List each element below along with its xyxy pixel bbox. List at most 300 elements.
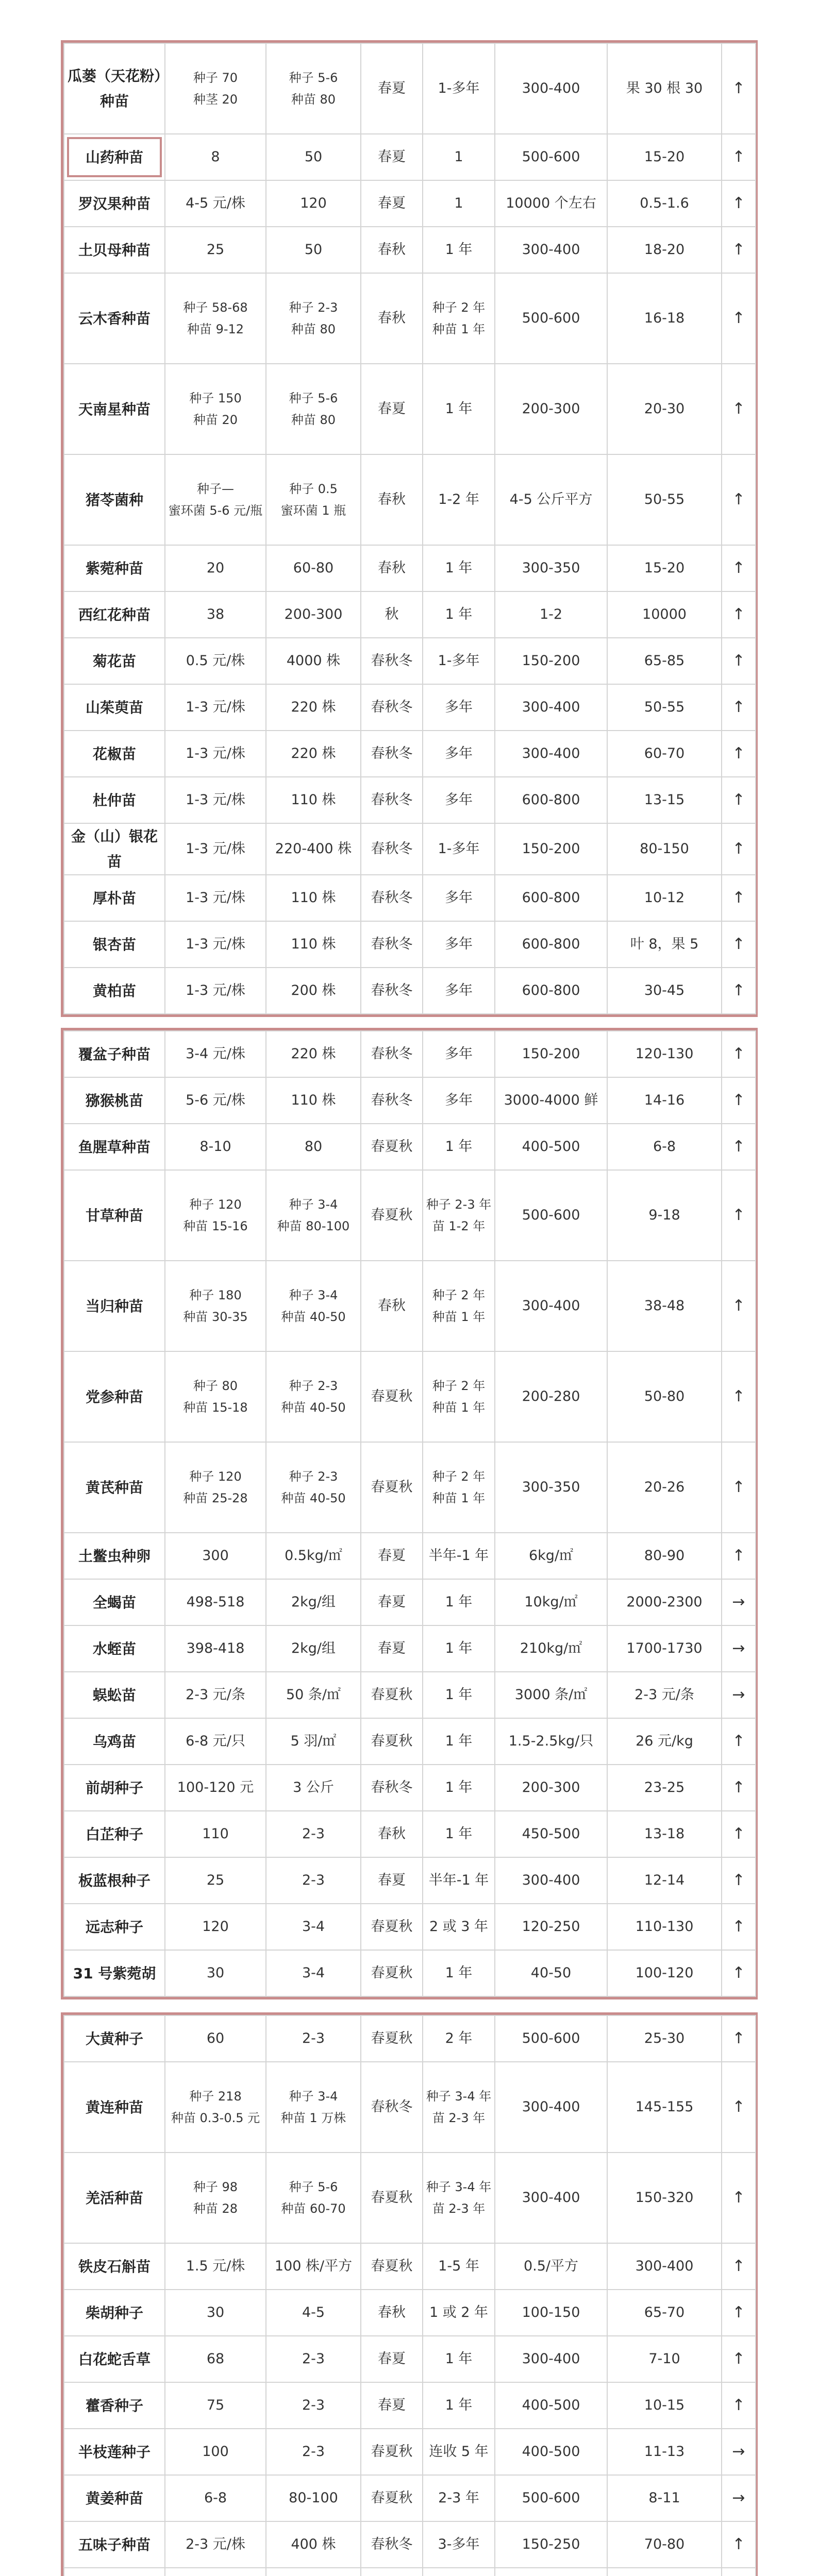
market-price-cell: 10-15	[607, 2382, 722, 2429]
seed-name-cell: 黄柏苗	[64, 968, 165, 1014]
yield-cell: 300-400	[495, 2336, 607, 2382]
table-row	[64, 921, 756, 968]
yield-cell: 10000 个左右	[495, 180, 607, 227]
season-cell: 秋	[361, 591, 423, 638]
market-price-cell: 12-14	[607, 1857, 722, 1904]
yield-cell: 300-400	[495, 227, 607, 273]
growth-period-cell: 多年	[423, 777, 495, 823]
seed-price-cell	[165, 1170, 266, 1261]
trend-arrow-icon: ↑	[722, 777, 756, 823]
seed-quantity-cell	[266, 454, 361, 545]
market-price-cell: 2000-2300	[607, 1579, 722, 1625]
trend-arrow-icon: ↑	[722, 638, 756, 684]
seed-quantity-cell: 50 条/㎡	[266, 1672, 361, 1718]
seed-price-cell: 1-3 元/株	[165, 968, 266, 1014]
seed-quantity-cell	[266, 2062, 361, 2153]
seed-price-cell	[165, 2153, 266, 2243]
growth-period-cell: 1 年	[423, 1579, 495, 1625]
table-row	[64, 273, 756, 364]
market-price-cell	[607, 2568, 722, 2576]
growth-period-cell: 多年	[423, 684, 495, 731]
seed-quantity-line: 种子 5-6	[289, 391, 338, 405]
table-row	[64, 454, 756, 545]
yield-cell: 10kg/㎡	[495, 1579, 607, 1625]
seed-price-line: 种子 150	[189, 391, 242, 405]
growth-period-line: 种苗 1 年	[432, 1491, 486, 1505]
market-price-cell: 2-3 元/条	[607, 1672, 722, 1718]
seed-price-cell: 20	[165, 545, 266, 591]
seed-quantity-cell	[266, 43, 361, 134]
seed-name-cell: 柴胡种子	[64, 2290, 165, 2336]
seed-name-cell	[64, 2568, 165, 2576]
trend-arrow-icon: ↑	[722, 454, 756, 545]
season-cell: 春夏	[361, 180, 423, 227]
market-price-cell: 150-320	[607, 2153, 722, 2243]
season-cell: 春秋	[361, 2290, 423, 2336]
seed-quantity-line: 种子 5-6	[289, 71, 338, 85]
trend-arrow-icon: ↑	[722, 731, 756, 777]
seed-price-cell: 6-8 元/只	[165, 1718, 266, 1765]
trend-arrow-icon: ↑	[722, 2521, 756, 2568]
growth-period-cell: 1 年	[423, 1811, 495, 1857]
seed-name-cell: 土鳖虫种卵	[64, 1533, 165, 1579]
seed-name-cell: 猕猴桃苗	[64, 1077, 165, 1124]
growth-period-cell: 1 年	[423, 1672, 495, 1718]
growth-period-cell: 1	[423, 134, 495, 180]
table-row	[64, 591, 756, 638]
table-row	[64, 731, 756, 777]
table-row	[64, 134, 756, 180]
seed-price-line: 种苗 9-12	[187, 322, 244, 336]
seed-price-cell: 30	[165, 2290, 266, 2336]
yield-cell: 600-800	[495, 875, 607, 921]
seed-name-cell: 瓜蒌（天花粉）种苗	[64, 43, 165, 134]
seed-price-line: 种苗 28	[193, 2201, 238, 2216]
yield-cell: 150-200	[495, 1031, 607, 1077]
yield-cell: 200-280	[495, 1351, 607, 1442]
season-cell: 春秋冬	[361, 684, 423, 731]
yield-cell: 500-600	[495, 273, 607, 364]
season-cell: 春夏秋	[361, 2475, 423, 2521]
seed-name-cell: 半枝莲种子	[64, 2429, 165, 2475]
market-price-cell: 叶 8，果 5	[607, 921, 722, 968]
growth-period-cell: 2-3 年	[423, 2475, 495, 2521]
season-cell: 春夏秋	[361, 1950, 423, 1996]
market-price-cell: 10000	[607, 591, 722, 638]
growth-period-line: 种苗 1 年	[432, 1310, 486, 1324]
growth-period-cell: 1 年	[423, 227, 495, 273]
growth-period-cell	[423, 1442, 495, 1533]
growth-period-cell: 1 年	[423, 1765, 495, 1811]
yield-cell: 500-600	[495, 1170, 607, 1261]
seed-quantity-cell: 110 株	[266, 777, 361, 823]
growth-period-cell: 多年	[423, 968, 495, 1014]
seed-quantity-cell: 2-3	[266, 2015, 361, 2062]
seed-quantity-cell	[266, 1351, 361, 1442]
trend-arrow-icon: ↑	[722, 1533, 756, 1579]
growth-period-cell: 1-多年	[423, 823, 495, 875]
market-price-cell: 15-20	[607, 134, 722, 180]
seed-price-line: 种苗 15-16	[183, 1219, 248, 1233]
table-row	[64, 968, 756, 1014]
yield-cell	[495, 2568, 607, 2576]
seed-quantity-line: 种子 5-6	[289, 2180, 338, 2194]
season-cell: 春秋冬	[361, 2062, 423, 2153]
market-price-cell: 18-20	[607, 227, 722, 273]
growth-period-cell: 1 年	[423, 1718, 495, 1765]
trend-arrow-icon: ↑	[722, 134, 756, 180]
seed-quantity-cell: 220 株	[266, 684, 361, 731]
market-price-cell: 14-16	[607, 1077, 722, 1124]
seed-price-cell: 100	[165, 2429, 266, 2475]
yield-cell: 210kg/㎡	[495, 1625, 607, 1672]
seed-quantity-line: 种苗 1 万株	[280, 2111, 346, 2125]
table-row	[64, 2336, 756, 2382]
growth-period-cell	[423, 2062, 495, 2153]
season-cell: 春夏秋	[361, 1718, 423, 1765]
seed-price-line: 种苗 30-35	[183, 1310, 248, 1324]
yield-cell: 500-600	[495, 2015, 607, 2062]
table-row	[64, 2062, 756, 2153]
seed-quantity-cell	[266, 1261, 361, 1351]
table-row	[64, 2290, 756, 2336]
table-row	[64, 684, 756, 731]
seed-price-line: 种子 180	[189, 1288, 242, 1302]
market-price-cell: 16-18	[607, 273, 722, 364]
seed-price-cell	[165, 364, 266, 454]
growth-period-cell	[423, 1261, 495, 1351]
yield-cell: 400-500	[495, 2429, 607, 2475]
trend-arrow-icon: ↑	[722, 2153, 756, 2243]
yield-cell: 300-350	[495, 1442, 607, 1533]
seed-quantity-line: 种苗 80	[291, 322, 336, 336]
seed-quantity-cell: 2-3	[266, 1811, 361, 1857]
seed-quantity-cell: 2-3	[266, 2382, 361, 2429]
trend-arrow-icon: ↑	[722, 1031, 756, 1077]
yield-cell: 500-600	[495, 134, 607, 180]
growth-period-cell: 1 年	[423, 1124, 495, 1170]
seed-name-cell: 当归种苗	[64, 1261, 165, 1351]
trend-arrow-icon: ↑	[722, 1904, 756, 1950]
market-price-cell: 30-45	[607, 968, 722, 1014]
growth-period-line: 苗 2-3 年	[432, 2111, 486, 2125]
yield-cell: 120-250	[495, 1904, 607, 1950]
table-row	[64, 777, 756, 823]
table-row	[64, 1718, 756, 1765]
seed-price-line: 种茎 20	[193, 92, 238, 107]
trend-arrow-icon: ↑	[722, 2336, 756, 2382]
seed-quantity-line: 种苗 80-100	[277, 1219, 350, 1233]
seed-quantity-cell: 220 株	[266, 731, 361, 777]
seed-price-cell: 1-3 元/株	[165, 823, 266, 875]
season-cell: 春夏	[361, 1579, 423, 1625]
seed-name-cell: 远志种子	[64, 1904, 165, 1950]
seed-name-cell: 猪苓菌种	[64, 454, 165, 545]
growth-period-cell: 多年	[423, 1031, 495, 1077]
season-cell: 春夏	[361, 364, 423, 454]
seed-price-line: 种苗 25-28	[183, 1491, 248, 1505]
yield-cell: 150-250	[495, 2521, 607, 2568]
table-row	[64, 545, 756, 591]
market-price-cell: 10-12	[607, 875, 722, 921]
table-row	[64, 1672, 756, 1718]
market-price-cell: 300-400	[607, 2243, 722, 2290]
seed-quantity-cell: 200 株	[266, 968, 361, 1014]
seed-quantity-cell: 3-4	[266, 1950, 361, 1996]
seed-price-line: 种子 58-68	[183, 300, 248, 315]
seed-quantity-cell: 400 株	[266, 2521, 361, 2568]
seed-price-cell: 3-4 元/株	[165, 1031, 266, 1077]
season-cell: 春秋冬	[361, 638, 423, 684]
seed-quantity-cell: 110 株	[266, 921, 361, 968]
price-table-1	[61, 40, 758, 1017]
market-price-cell: 50-80	[607, 1351, 722, 1442]
seed-price-cell: 1-3 元/株	[165, 777, 266, 823]
trend-arrow-icon: ↑	[722, 2290, 756, 2336]
market-price-cell: 120-130	[607, 1031, 722, 1077]
seed-price-cell: 1-3 元/株	[165, 684, 266, 731]
seed-quantity-line: 种苗 40-50	[281, 1400, 346, 1415]
trend-arrow-icon: ↑	[722, 2243, 756, 2290]
seed-quantity-line: 种子 3-4	[289, 1288, 338, 1302]
growth-period-cell: 多年	[423, 875, 495, 921]
trend-arrow-icon: ↑	[722, 1718, 756, 1765]
growth-period-line: 种子 2-3 年	[426, 1197, 492, 1212]
season-cell: 春秋	[361, 273, 423, 364]
yield-cell: 100-150	[495, 2290, 607, 2336]
seed-price-cell: 1-3 元/株	[165, 731, 266, 777]
seed-name-cell: 藿香种子	[64, 2382, 165, 2429]
growth-period-cell: 1-2 年	[423, 454, 495, 545]
market-price-cell: 80-90	[607, 1533, 722, 1579]
seed-quantity-line: 种子 3-4	[289, 2089, 338, 2104]
yield-cell: 300-400	[495, 684, 607, 731]
seed-name-cell: 紫菀种苗	[64, 545, 165, 591]
season-cell	[361, 2568, 423, 2576]
seed-price-cell: 30	[165, 1950, 266, 1996]
table-row	[64, 1950, 756, 1996]
seed-name-cell: 全蝎苗	[64, 1579, 165, 1625]
yield-cell: 150-200	[495, 638, 607, 684]
growth-period-cell: 1-5 年	[423, 2243, 495, 2290]
yield-cell: 4-5 公斤平方	[495, 454, 607, 545]
season-cell: 春夏秋	[361, 1672, 423, 1718]
seed-name-cell: 金（山）银花苗	[64, 823, 165, 875]
seed-quantity-line: 种苗 80	[291, 92, 336, 107]
price-table	[63, 2015, 756, 2576]
seed-quantity-cell: 3 公斤	[266, 1765, 361, 1811]
seed-price-cell: 498-518	[165, 1579, 266, 1625]
market-price-cell: 8-11	[607, 2475, 722, 2521]
seed-name-cell: 白芷种子	[64, 1811, 165, 1857]
seed-quantity-cell: 100 株/平方	[266, 2243, 361, 2290]
market-price-cell: 50-55	[607, 454, 722, 545]
seed-price-cell: 60	[165, 2015, 266, 2062]
growth-period-cell	[423, 2153, 495, 2243]
seed-quantity-cell: 4-5	[266, 2290, 361, 2336]
seed-price-cell: 68	[165, 2336, 266, 2382]
seed-quantity-cell: 120	[266, 180, 361, 227]
seed-quantity-cell	[266, 2153, 361, 2243]
trend-arrow-icon: ↑	[722, 1124, 756, 1170]
trend-arrow-icon: ↑	[722, 1261, 756, 1351]
growth-period-cell: 多年	[423, 731, 495, 777]
growth-period-line: 种子 2 年	[432, 1288, 486, 1302]
seed-quantity-cell	[266, 1170, 361, 1261]
table-row	[64, 2521, 756, 2568]
seed-name-cell: 羌活种苗	[64, 2153, 165, 2243]
trend-arrow-icon: ↑	[722, 273, 756, 364]
table-row	[64, 1351, 756, 1442]
growth-period-line: 种子 2 年	[432, 1469, 486, 1484]
season-cell: 春夏秋	[361, 1170, 423, 1261]
seed-price-line: 种子 98	[193, 2180, 238, 2194]
yield-cell: 6kg/㎡	[495, 1533, 607, 1579]
market-price-cell: 0.5-1.6	[607, 180, 722, 227]
seed-quantity-cell: 3-4	[266, 1904, 361, 1950]
table-row	[64, 2382, 756, 2429]
yield-cell: 300-400	[495, 43, 607, 134]
season-cell: 春夏	[361, 134, 423, 180]
seed-name-cell: 板蓝根种子	[64, 1857, 165, 1904]
market-price-cell: 60-70	[607, 731, 722, 777]
growth-period-cell: 1 年	[423, 2382, 495, 2429]
seed-price-cell	[165, 1261, 266, 1351]
season-cell: 春秋冬	[361, 1765, 423, 1811]
seed-quantity-line: 种子 0.5	[289, 482, 338, 496]
growth-period-cell: 1 年	[423, 1950, 495, 1996]
table-row	[64, 1077, 756, 1124]
table-row	[64, 1533, 756, 1579]
market-price-cell: 9-18	[607, 1170, 722, 1261]
seed-price-line: 种子 120	[189, 1469, 242, 1484]
seed-price-line: 种子 218	[189, 2089, 242, 2104]
trend-arrow-icon: ↑	[722, 875, 756, 921]
growth-period-cell	[423, 273, 495, 364]
seed-price-cell: 110	[165, 1811, 266, 1857]
yield-cell: 400-500	[495, 2382, 607, 2429]
market-price-cell: 145-155	[607, 2062, 722, 2153]
table-row	[64, 1765, 756, 1811]
seed-price-cell: 25	[165, 1857, 266, 1904]
trend-arrow-icon: ↑	[722, 43, 756, 134]
table-row	[64, 1811, 756, 1857]
price-table	[63, 1030, 756, 1997]
seed-quantity-line: 种苗 80	[291, 413, 336, 427]
season-cell: 春夏	[361, 2336, 423, 2382]
growth-period-cell: 多年	[423, 1077, 495, 1124]
seed-name-cell: 黄姜种苗	[64, 2475, 165, 2521]
trend-arrow-icon: ↑	[722, 1811, 756, 1857]
growth-period-cell: 1 或 2 年	[423, 2290, 495, 2336]
yield-cell: 600-800	[495, 968, 607, 1014]
trend-arrow-icon: ↑	[722, 180, 756, 227]
season-cell: 春秋冬	[361, 823, 423, 875]
yield-cell: 450-500	[495, 1811, 607, 1857]
trend-arrow-icon: ↑	[722, 921, 756, 968]
yield-cell: 600-800	[495, 777, 607, 823]
seed-price-line: 种苗 15-18	[183, 1400, 248, 1415]
trend-arrow-icon: →	[722, 1672, 756, 1718]
season-cell: 春夏	[361, 1857, 423, 1904]
growth-period-cell: 2 年	[423, 2015, 495, 2062]
season-cell: 春夏	[361, 43, 423, 134]
table-row	[64, 875, 756, 921]
seed-price-line: 种苗 0.3-0.5 元	[171, 2111, 260, 2125]
season-cell: 春夏秋	[361, 1351, 423, 1442]
trend-arrow-icon: →	[722, 1625, 756, 1672]
season-cell: 春秋	[361, 545, 423, 591]
season-cell: 春秋冬	[361, 2521, 423, 2568]
price-table-3	[61, 2012, 758, 2576]
season-cell: 春夏秋	[361, 1442, 423, 1533]
table-row	[64, 1124, 756, 1170]
seed-quantity-line: 种子 3-4	[289, 1197, 338, 1212]
seed-price-cell: 300	[165, 1533, 266, 1579]
seed-name-cell: 山药种苗	[64, 134, 165, 180]
trend-arrow-icon: ↑	[722, 1442, 756, 1533]
seed-quantity-cell: 110 株	[266, 1077, 361, 1124]
growth-period-cell	[423, 1351, 495, 1442]
seed-name-cell: 大黄种子	[64, 2015, 165, 2062]
growth-period-cell: 1 年	[423, 2336, 495, 2382]
season-cell: 春秋冬	[361, 875, 423, 921]
seed-price-cell: 0.5 元/株	[165, 638, 266, 684]
seed-name-cell: 厚朴苗	[64, 875, 165, 921]
table-row	[64, 1857, 756, 1904]
yield-cell: 300-400	[495, 1857, 607, 1904]
trend-arrow-icon: ↑	[722, 1950, 756, 1996]
seed-price-line: 种子 70	[193, 71, 238, 85]
growth-period-line: 种子 3-4 年	[426, 2180, 492, 2194]
table-row	[64, 1031, 756, 1077]
seed-name-cell: 甘草种苗	[64, 1170, 165, 1261]
seed-name-cell: 土贝母种苗	[64, 227, 165, 273]
season-cell: 春秋冬	[361, 731, 423, 777]
market-price-cell: 65-85	[607, 638, 722, 684]
yield-cell: 0.5/平方	[495, 2243, 607, 2290]
yield-cell: 300-400	[495, 2062, 607, 2153]
season-cell: 春秋冬	[361, 968, 423, 1014]
seed-quantity-cell: 50	[266, 134, 361, 180]
season-cell: 春夏秋	[361, 1904, 423, 1950]
table-row	[64, 1625, 756, 1672]
seed-quantity-cell: 2kg/组	[266, 1625, 361, 1672]
growth-period-cell: 1 年	[423, 364, 495, 454]
growth-period-cell: 1 年	[423, 591, 495, 638]
table-row	[64, 180, 756, 227]
table-row	[64, 227, 756, 273]
seed-price-cell: 38	[165, 591, 266, 638]
seed-price-cell: 1-3 元/株	[165, 875, 266, 921]
growth-period-cell: 半年-1 年	[423, 1533, 495, 1579]
season-cell: 春夏	[361, 2382, 423, 2429]
table-row	[64, 2243, 756, 2290]
seed-name-cell: 鱼腥草种苗	[64, 1124, 165, 1170]
seed-quantity-cell	[266, 273, 361, 364]
yield-cell: 500-600	[495, 2475, 607, 2521]
seed-quantity-line: 种苗 40-50	[281, 1491, 346, 1505]
seed-price-cell: 1-3 元/株	[165, 921, 266, 968]
market-price-cell: 100-120	[607, 1950, 722, 1996]
trend-arrow-icon: ↑	[722, 1351, 756, 1442]
seed-quantity-cell: 2-3	[266, 2429, 361, 2475]
yield-cell: 600-800	[495, 921, 607, 968]
market-price-cell: 23-25	[607, 1765, 722, 1811]
growth-period-cell: 1 年	[423, 545, 495, 591]
season-cell: 春秋冬	[361, 921, 423, 968]
seed-price-cell: 120	[165, 1904, 266, 1950]
